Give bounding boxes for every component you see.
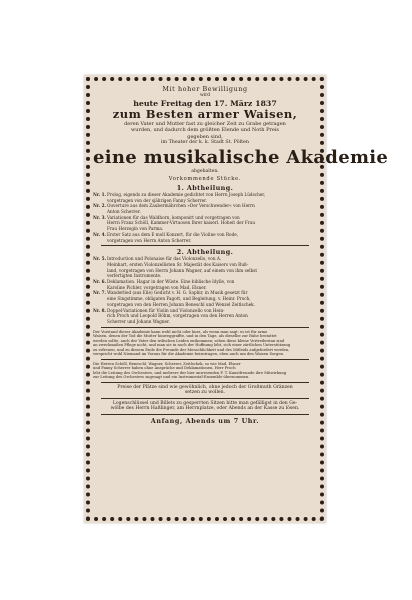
paragraph-line: Der Vorstand dieser Akademie kann wohl nicht oder kurz, als wenn man sagt: es ist für arme [93, 329, 268, 334]
program-item-line: land, vorgetragen von Herrn Johann Wagner, auf einem von ihm selbst [107, 267, 258, 273]
event-title: eine musikalische Akademie [93, 146, 389, 168]
program-item-line: Ouverture aus dem Zaubermährchen »Der Verschwender« von Herrn [107, 203, 255, 209]
program-item-line: Doppel-Variationen für Violin und Violonzello von Hein- [107, 307, 225, 313]
divider [101, 327, 309, 328]
program-item-number: Nr. 1. [93, 191, 106, 197]
paragraph-line: werden sollte, auch der Vater den irdischen Leiden entkommen; sehen diese kleine Vertreiberinn sind [93, 338, 285, 343]
part-1-program [93, 192, 317, 243]
program-item-line: Herrn Franz Schöll, Kammer-Virtuosen Ihrer kaiserl. Hoheit der Frau [107, 220, 256, 226]
appeal-paragraph [93, 330, 317, 357]
program-item-text [107, 290, 317, 307]
notice-line: setzen zu wollen. [184, 390, 226, 396]
program-item [93, 203, 317, 214]
program-item [93, 232, 317, 243]
abgehalten-line: abgehalten. [191, 168, 219, 174]
program-item-line: Karoline Pichler, vorgetragen von Mad. Elsner. [107, 284, 207, 290]
notice-line: Preise der Plätze sind wie gewöhnlich, ohne jedoch der Großmuth Gränzen [117, 384, 293, 390]
program-item [93, 308, 317, 325]
paragraph-line: lebt die Leitung des Orchesters, und mehrere der hier anwesenden F. T. Kunstfreunde ihre Mitwirkung [93, 370, 287, 375]
performers-paragraph [93, 362, 317, 380]
program-item-line: vorgetragen von den Herren Johann Beneschl und Wenzel Zeitlschek. [107, 301, 256, 307]
program-item-line: vorgetragen von Herrn Anton Scherrer. [107, 237, 192, 243]
program-item-number: Nr. 5. [93, 256, 106, 262]
paragraph-line: Die Herren Schöll, Beneschl, Wagner, Scherrer, Zeitlschek, so wie Mad. Elsner [93, 361, 241, 366]
program-item-text [107, 192, 317, 203]
paragraph-line: verspricht wohl Niemand im Voraus für die Akademie beizutragen, eben auch um den Waisen Sorgen. [93, 352, 285, 357]
program-item-number: Nr. 8. [93, 307, 106, 313]
tickets-notice [93, 401, 317, 412]
divider [101, 245, 309, 246]
wird-line: wird [199, 93, 211, 98]
divider [101, 398, 309, 399]
program-item-line: vorgetragen von der sjährigen Fanny Scherrer. [107, 197, 207, 203]
program-item-line: verfertigten Instrumente. [107, 273, 162, 279]
part-1-heading: 1. Abtheilung. [176, 183, 234, 192]
program-item-line: Anton Scherrer. [107, 209, 141, 214]
program-heading: Vorkommende Stücke. [168, 175, 242, 182]
program-item-line: Wanderlied (aus Eile) Gedicht v. H. G. Saphir, in Musik gesetzt für [107, 290, 248, 296]
playbill-poster [84, 75, 389, 523]
part-2-heading: 2. Abtheilung. [176, 248, 234, 257]
paragraph-line: Waisen, denen der Tod die Mutter hinweggraffte, und in den Tage, als dieselbe zur Ruhe bestattet [93, 334, 277, 339]
paragraph-line: zur Leitung des Orchesters zugesagt und ein Instrumental-Ensemble übernommen. [93, 375, 250, 380]
description-line: wurden, und dadurch dem größten Elende und Noth Preis [131, 127, 279, 134]
notice-line: wölbe des Herrn Haßlinger, am Herrnplatze, oder Abends an der Kasse zu lösen. [110, 406, 300, 412]
notice-line: Logenschlüssel und Billets zu gesperrten Sitzen bitte man gefälligst in den Ge- [112, 400, 298, 406]
occasion-description [93, 121, 317, 140]
program-item [93, 256, 317, 279]
program-item-line: Prolog, eigends zu dieser Akademie gedichtet von Herrn Joseph Lüdscher, [107, 191, 266, 197]
program-item-text [107, 256, 317, 279]
program-item-line: Introduction und Polonaise für das Violonzello, von A. [107, 256, 222, 262]
program-item-text [107, 279, 317, 290]
program-item-line: Erster Satz aus dem E moll Konzert, für die Violine von Rode, [107, 231, 239, 237]
program-item-number: Nr. 7. [93, 290, 106, 296]
program-item-line: rich Proch und Leopold Böhm, vorgetragen von den Herren Anton [107, 313, 248, 319]
program-item-line: Deklamation. Hagar in der Wüste. Eine biblische Idylle, von [107, 279, 235, 285]
permission-line: Mit hoher Bewilligung [162, 85, 248, 93]
divider [101, 414, 309, 415]
date-line: heute Freitag den 17. März 1837 [133, 99, 277, 108]
benefit-line: zum Besten armer Waisen, [112, 107, 298, 121]
part-2-program [93, 256, 317, 324]
program-item-number: Nr. 2. [93, 203, 106, 209]
start-time: Anfang, Abends um 7 Uhr. [150, 417, 260, 426]
program-item-line: Scherrer und Johann Wagner. [107, 318, 170, 324]
prices-notice [93, 385, 317, 396]
program-item-text [107, 308, 317, 325]
description-line: deren Vater und Mutter fast zu gleicher Zeit zu Grabe getragen [124, 121, 286, 127]
paragraph-line: und Fanny Scherrer haben ohne Ansprüche und Deklamationen, Herr Proch [93, 366, 236, 371]
program-item [93, 290, 317, 307]
program-item [93, 215, 317, 232]
divider [101, 359, 309, 360]
paragraph-line: an zweckmaßen Pflege nicht, und man sie in noch der Hoffnung lebt, sich einer zärtlichen Unterstützung [93, 343, 291, 348]
program-item-number: Nr. 4. [93, 231, 106, 237]
program-item [93, 279, 317, 290]
venue-line: im Theater der k. k. Stadt St. Pölten [161, 139, 249, 145]
paragraph-line: zu erfreuen, und zu diesem Ende die Freunde der Menschlichkeit und des Mitleids aufgefordert werden, [93, 347, 290, 352]
program-item-number: Nr. 6. [93, 279, 106, 285]
program-item-line: Frau Herzogin von Parma. [107, 226, 164, 232]
program-item [93, 192, 317, 203]
program-item-line: eine Singstimme, obligaten Fagott, und Begleitung, v. Heinr. Proch, [107, 296, 251, 302]
program-item-text [107, 215, 317, 232]
program-item-line: Variationen für das Waldhorn, komponirt und vorgetragen von [107, 214, 240, 220]
divider [101, 382, 309, 383]
program-item-text [107, 232, 317, 243]
playbill-content [93, 83, 389, 515]
program-item-number: Nr. 3. [93, 214, 106, 220]
program-item-line: Meinhart, ersten Violonzellisten Sr. Majestät des Kaisers von Ruß- [107, 261, 249, 267]
description-line: gegeben sind, [187, 133, 223, 140]
program-item-text [107, 203, 317, 214]
